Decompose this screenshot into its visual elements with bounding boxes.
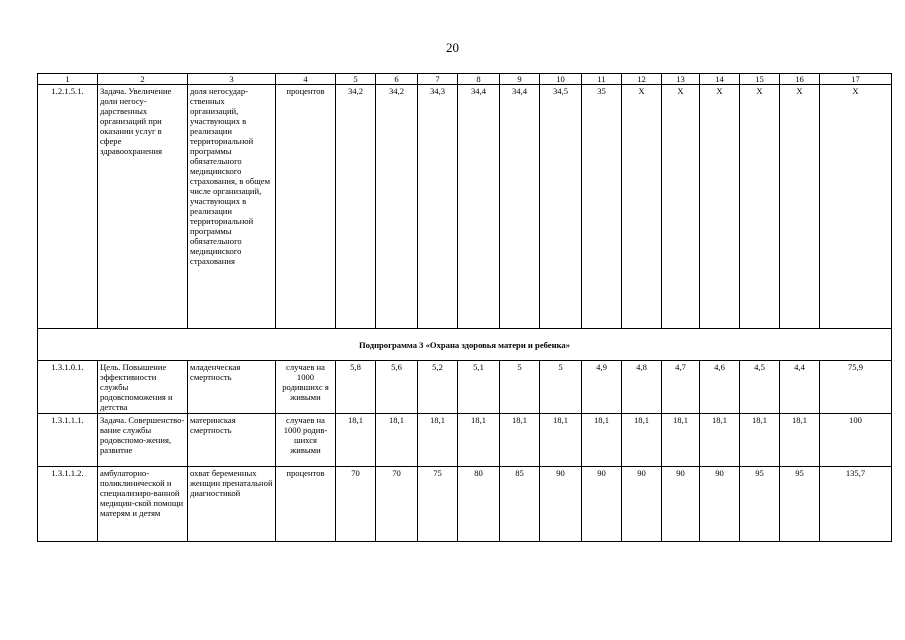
page-number: 20 — [446, 40, 459, 55]
row-unit: случаев на 1000 родившихс я живыми — [276, 361, 336, 414]
row-value: 4,6 — [700, 361, 740, 414]
row-value: 18,1 — [622, 414, 662, 467]
table-row — [38, 467, 892, 542]
row-value: 80 — [458, 467, 500, 542]
header-cell: 7 — [418, 74, 458, 85]
row-value: 18,1 — [376, 414, 418, 467]
row-value: 5,8 — [336, 361, 376, 414]
header-cell: 5 — [336, 74, 376, 85]
row-value: 18,1 — [740, 414, 780, 467]
row-value: 18,1 — [458, 414, 500, 467]
header-cell: 12 — [622, 74, 662, 85]
row-value: Х — [622, 85, 662, 329]
header-cell: 1 — [38, 74, 98, 85]
row-value: 135,7 — [820, 467, 892, 542]
row-value: 34,4 — [458, 85, 500, 329]
row-indicator: доля негосудар-ственных организаций, участвующих в реализации территориальной программы обязательного медицинского страхования, в общем числе организаций, участвующих в реализации территориальной программы обязательного медицинского страхования — [188, 85, 276, 329]
header-cell: 13 — [662, 74, 700, 85]
row-value: 18,1 — [540, 414, 582, 467]
row-value: 34,2 — [376, 85, 418, 329]
row-value: 5,1 — [458, 361, 500, 414]
row-value: 4,8 — [622, 361, 662, 414]
table-row — [38, 414, 892, 467]
row-value: 34,3 — [418, 85, 458, 329]
row-goal: Задача. Совершенство-вание службы родовспомо-жения, развитие — [98, 414, 188, 467]
header-cell: 14 — [700, 74, 740, 85]
row-value: 95 — [740, 467, 780, 542]
row-unit: процентов — [276, 85, 336, 329]
row-value: 85 — [500, 467, 540, 542]
subprogram-title: Подпрограмма 3 «Охрана здоровья матери и ребенка» — [38, 329, 892, 361]
row-goal: Задача. Увеличение доли негосу-дарственных организаций при оказании услуг в сфере здравоохранения — [98, 85, 188, 329]
row-code: 1.3.1.1.1. — [38, 414, 98, 467]
header-cell: 8 — [458, 74, 500, 85]
row-value: 18,1 — [662, 414, 700, 467]
row-indicator: охват беременных женщин пренатальной диагностикой — [188, 467, 276, 542]
header-cell: 3 — [188, 74, 276, 85]
row-value: 5,6 — [376, 361, 418, 414]
row-value: 18,1 — [418, 414, 458, 467]
header-cell: 11 — [582, 74, 622, 85]
row-value: 100 — [820, 414, 892, 467]
row-value: 95 — [780, 467, 820, 542]
header-cell: 2 — [98, 74, 188, 85]
row-value: 18,1 — [582, 414, 622, 467]
indicators-table — [37, 73, 892, 542]
row-goal: амбулаторно-поликлинической и специализиро-ванной медицин-ской помощи матерям и детям — [98, 467, 188, 542]
row-unit: процентов — [276, 467, 336, 542]
header-cell: 6 — [376, 74, 418, 85]
header-cell: 16 — [780, 74, 820, 85]
row-value: Х — [780, 85, 820, 329]
row-value: 4,9 — [582, 361, 622, 414]
header-row — [38, 74, 892, 85]
row-value: Х — [662, 85, 700, 329]
row-value: Х — [700, 85, 740, 329]
row-value: Х — [740, 85, 780, 329]
header-cell: 4 — [276, 74, 336, 85]
table-row — [38, 85, 892, 329]
row-goal: Цель. Повышение эффективности службы родовспоможения и детства — [98, 361, 188, 414]
row-value: 35 — [582, 85, 622, 329]
header-cell: 15 — [740, 74, 780, 85]
row-value: 4,5 — [740, 361, 780, 414]
row-value: 34,5 — [540, 85, 582, 329]
row-indicator: младенческая смертность — [188, 361, 276, 414]
row-value: 90 — [582, 467, 622, 542]
row-value: 18,1 — [780, 414, 820, 467]
header-cell: 10 — [540, 74, 582, 85]
row-value: 75 — [418, 467, 458, 542]
row-value: 70 — [376, 467, 418, 542]
row-value: 34,4 — [500, 85, 540, 329]
subprogram-row — [38, 329, 892, 361]
row-code: 1.2.1.5.1. — [38, 85, 98, 329]
row-value: 5 — [540, 361, 582, 414]
header-cell: 17 — [820, 74, 892, 85]
table-row — [38, 361, 892, 414]
row-unit: случаев на 1000 родив-шихся живыми — [276, 414, 336, 467]
row-value: 90 — [700, 467, 740, 542]
row-value: 90 — [622, 467, 662, 542]
row-value: 18,1 — [700, 414, 740, 467]
row-value: 90 — [662, 467, 700, 542]
row-value: 18,1 — [500, 414, 540, 467]
header-cell: 9 — [500, 74, 540, 85]
row-code: 1.3.1.1.2. — [38, 467, 98, 542]
row-value: 4,4 — [780, 361, 820, 414]
row-value: Х — [820, 85, 892, 329]
row-value: 5 — [500, 361, 540, 414]
row-value: 90 — [540, 467, 582, 542]
table-body — [38, 74, 892, 542]
row-code: 1.3.1.0.1. — [38, 361, 98, 414]
row-value: 5,2 — [418, 361, 458, 414]
row-indicator: материнская смертность — [188, 414, 276, 467]
row-value: 18,1 — [336, 414, 376, 467]
row-value: 34,2 — [336, 85, 376, 329]
row-value: 4,7 — [662, 361, 700, 414]
row-value: 70 — [336, 467, 376, 542]
row-value: 75,9 — [820, 361, 892, 414]
